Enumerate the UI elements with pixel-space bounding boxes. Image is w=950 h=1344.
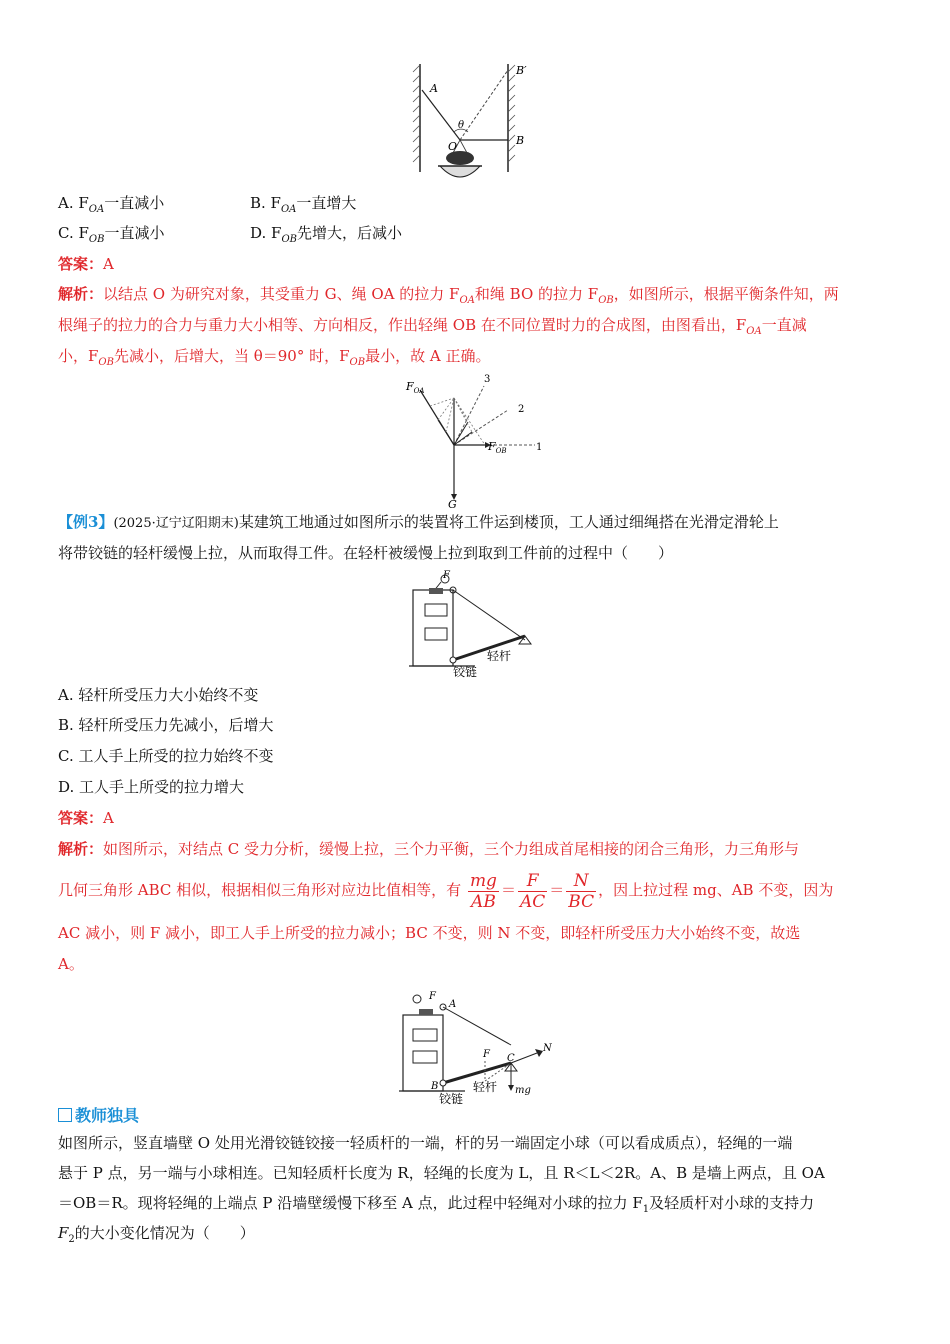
fig2-label-FOA: $F_{OA}$ bbox=[406, 380, 425, 395]
fig1-label-B: B bbox=[516, 134, 525, 147]
fig1-label-Bprime: B′ bbox=[516, 64, 527, 77]
fig1-label-A: A bbox=[430, 82, 438, 95]
fig4-label-F-top: F bbox=[429, 991, 436, 1002]
fig4-label-rod: 轻杆 bbox=[473, 1080, 498, 1094]
example3-analysis-line-3: AC 减小，则 F 减小，即工人手上所受的拉力减小；BC 不变，则 N 不变，即轻杆所受压力大小始终不变，故选 bbox=[58, 924, 801, 942]
square-icon bbox=[58, 1108, 72, 1122]
teacher-line-1: 如图所示，竖直墙壁 O 处用光滑铰链铰接一轻质杆的一端，杆的另一端固定小球（可以看成质点），轻绳的一端 bbox=[58, 1134, 793, 1152]
fig2-label-FOB: $F_{OB}$ bbox=[488, 440, 507, 455]
q2-analysis-line-1: 解析：以结点 O 为研究对象，其受重力 G、绳 OA 的拉力 $F_{OA}$和绳 BO 的拉力 $F_{OB}$，如图所示，根据平衡条件知，两 bbox=[58, 285, 839, 306]
fig4-label-B: B bbox=[431, 1081, 439, 1092]
building-rod-figure bbox=[405, 570, 540, 680]
teacher-line-2: 悬于 P 点，另一端与小球相连。已知轻质杆长度为 R，轻绳的长度为 L，且 R＜L＜2R。A、B 是墙上两点，且 OA bbox=[58, 1164, 825, 1182]
q2-answer: 答案：A bbox=[58, 255, 114, 273]
example3-option-a[interactable]: A. 轻杆所受压力大小始终不变 bbox=[58, 686, 259, 704]
q2-analysis-line-2: 根绳子的拉力的合力与重力大小相等、方向相反，作出轻绳 OB 在不同位置时力的合成图，由图看出，$F_{OA}$一直减 bbox=[58, 316, 807, 337]
teacher-section-title: 教师独具 bbox=[58, 1105, 139, 1127]
fig4-label-hinge: 铰链 bbox=[439, 1092, 464, 1105]
fig4-label-mg: mg bbox=[515, 1085, 531, 1096]
ratio-n-bc: $\frac{N}{BC}$ bbox=[568, 870, 595, 912]
ratio-f-ac: $\frac{F}{AC}$ bbox=[519, 870, 546, 912]
fig4-label-C: C bbox=[507, 1053, 515, 1064]
fig4-label-A: A bbox=[449, 999, 457, 1010]
fig3-label-hinge: 铰链 bbox=[453, 665, 478, 679]
teacher-line-4: $F_2$的大小变化情况为（ ） bbox=[58, 1224, 255, 1245]
q2-option-a[interactable]: A. $F_{OA}$一直减小 bbox=[58, 194, 165, 215]
q2-option-b[interactable]: B. $F_{OA}$一直增大 bbox=[250, 194, 357, 215]
example3-analysis-line-2: 几何三角形 ABC 相似，根据相似三角形对应边比值相等，有 $\frac{mg}{AB}$ ＝ $\frac{F}{AC}$ ＝ $\frac{N}{BC}$ ，因上拉过程 mg、AB 不变，因为 bbox=[58, 870, 834, 912]
teacher-line-3: ＝OB＝R。现将轻绳的上端点 P 沿墙壁缓慢下移至 A 点，此过程中轻绳对小球的拉力 $F_1$及轻质杆对小球的支持力 bbox=[58, 1194, 815, 1215]
fig2-label-1: 1 bbox=[536, 442, 543, 453]
fig3-label-F: F bbox=[443, 570, 450, 581]
fig3-label-rod: 轻杆 bbox=[487, 649, 512, 663]
q2-option-d[interactable]: D. $F_{OB}$先增大，后减小 bbox=[250, 224, 402, 245]
force-composition-figure bbox=[400, 370, 560, 510]
fig2-label-2: 2 bbox=[518, 404, 525, 415]
wall-basket-figure bbox=[410, 62, 540, 188]
example3-option-b[interactable]: B. 轻杆所受压力先减小，后增大 bbox=[58, 716, 274, 734]
fig1-label-theta: θ bbox=[458, 120, 465, 131]
example3-analysis-line-1: 解析：如图所示，对结点 C 受力分析，缓慢上拉，三个力平衡，三个力组成首尾相接的闭合三角形，力三角形与 bbox=[58, 840, 800, 858]
example3-stem-line-2: 将带铰链的轻杆缓慢上拉，从而取得工件。在轻杆被缓慢上拉到取到工件前的过程中（ ） bbox=[58, 544, 674, 562]
example3-stem-line-1: 【例3】(2025·辽宁辽阳期末)某建筑工地通过如图所示的装置将工件运到楼顶，工人通过细绳搭在光滑定滑轮上 bbox=[58, 513, 779, 531]
fig2-label-G: G bbox=[448, 498, 457, 510]
example3-answer: 答案：A bbox=[58, 809, 114, 827]
ratio-mg-ab: $\frac{mg}{AB}$ bbox=[469, 870, 497, 912]
fig4-label-F-mid: F bbox=[483, 1049, 490, 1060]
fig4-label-N: N bbox=[543, 1043, 552, 1054]
building-force-figure bbox=[395, 985, 565, 1105]
example3-option-c[interactable]: C. 工人手上所受的拉力始终不变 bbox=[58, 747, 274, 765]
q2-analysis-line-3: 小，$F_{OB}$先减小，后增大，当 θ＝90° 时，$F_{OB}$最小，故 A 正确。 bbox=[58, 347, 491, 368]
example3-option-d[interactable]: D. 工人手上所受的拉力增大 bbox=[58, 778, 245, 796]
q2-option-c[interactable]: C. $F_{OB}$一直减小 bbox=[58, 224, 165, 245]
fig2-label-3: 3 bbox=[484, 374, 491, 385]
fig1-label-O: O bbox=[448, 140, 458, 153]
example3-analysis-line-4: A。 bbox=[58, 955, 84, 973]
